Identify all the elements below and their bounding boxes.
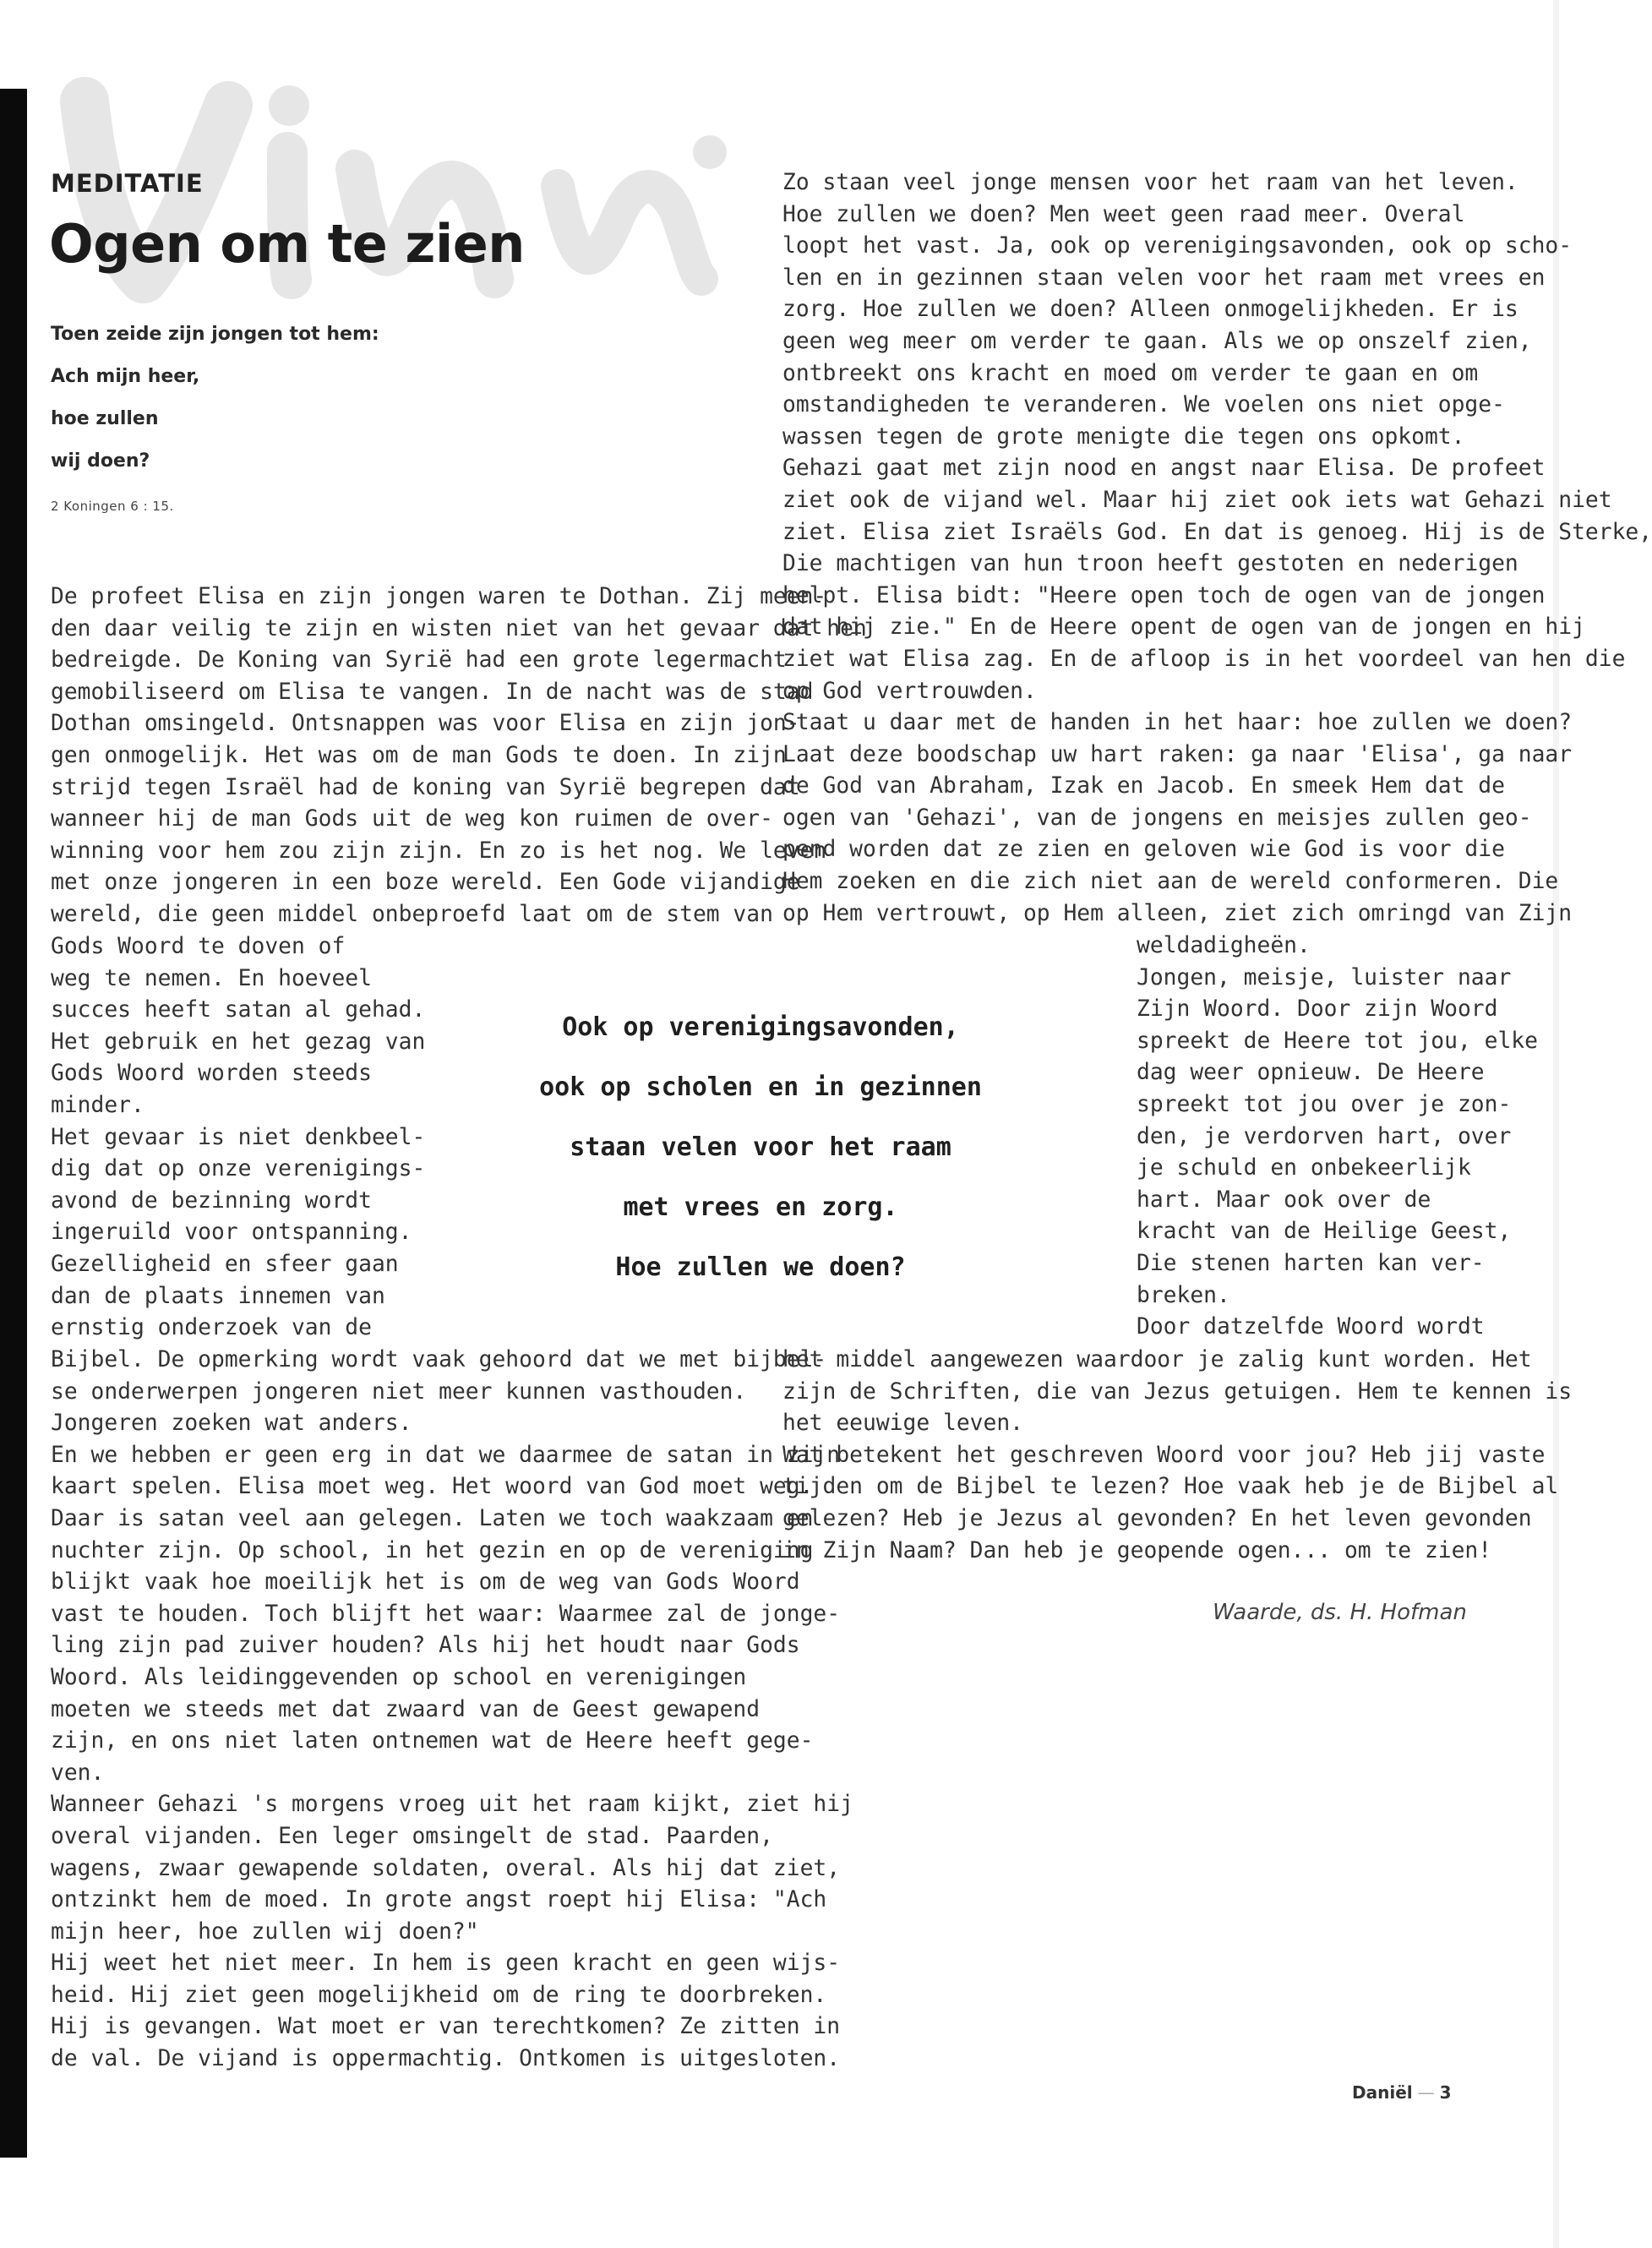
left-column-bottom-text: Bijbel. De opmerking wordt vaak gehoord dat we met bijbel- se onderwerpen jongeren niet meer kunnen vasthouden. Jongeren zoeken wat anders. En we hebben er geen erg in dat we daarmee de satan in zijn kaart spelen. Elisa moet weg. Het woord van God moet weg. Daar is satan veel aan gelegen. Laten we toch waakzaam en nuchter zijn. Op school, in het gezin en op de vereniging blijkt vaak hoe moeilijk het is om de weg van Gods Woord vast te houden. Toch blijft het waar: Waarmee zal de jonge- ling zijn pad zuiver houden? Als hij het houdt naar Gods Woord. Als leidinggevenden op school en verenigingen moeten we steeds met dat zwaard van de Geest gewapend zijn, en ons niet laten ontnemen wat de Heere heeft gege- ven. Wanneer Gehazi 's morgens vroeg uit het raam kijkt, ziet hij overal vijanden. Een leger omsingelt de stad. Paarden, wagens, zwaar gewapende soldaten, overal. Als hij dat ziet, ontzinkt hem de moed. In grote angst roept hij Elisa: "Ach mijn heer, hoe zullen wij doen?" Hij weet het niet meer. In hem is geen kracht en geen wijs- heid. Hij ziet geen mogelijkheid om de ring te doorbreken. Hij is gevangen. Wat moet er van terechtkomen? Ze zitten in de val. De vijand is oppermachtig. Ontkomen is uitgesloten. bbox=[51, 1347, 853, 2072]
pull-quote-line-2: ook op scholen en in gezinnen bbox=[539, 1072, 982, 1102]
verse-line-4: wij doen? bbox=[51, 450, 150, 472]
pull-quote-line-1: Ook op verenigingsavonden, bbox=[562, 1012, 959, 1042]
section-label: MEDITATIE bbox=[51, 169, 204, 198]
magazine-name: Daniël bbox=[1352, 2082, 1413, 2103]
right-column-bottom-text: het middel aangewezen waardoor je zalig kunt worden. Het zijn de Schriften, die van Jezus getuigen. Hem te kennen is het eeuwige leven. Wat betekent het geschreven Woord voor jou? Heb jij vaste tijden om de Bijbel te lezen? Hoe vaak heb je de Bijbel al gelezen? Heb je Jezus al gevonden? En het leven gevonden in Zijn Naam? Dan heb je geopende ogen... om te zien! bbox=[782, 1347, 1573, 1563]
left-column-narrow-text: Gods Woord te doven of weg te nemen. En hoeveel succes heeft satan al gehad. Het gebruik en het gezag van Gods Woord worden steeds minder. Het gevaar is niet denkbeel- dig dat op onze verenigings- avond de bezinning wordt ingeruild voor ontspanning. Gezelligheid en sfeer gaan dan de plaats innemen van ernstig onderzoek van de bbox=[51, 934, 426, 1341]
page-number: 3 bbox=[1439, 2082, 1452, 2103]
verse-line-2: Ach mijn heer, bbox=[51, 366, 200, 387]
right-column-narrow-text: weldadigheën. Jongen, meisje, luister naar Zijn Woord. Door zijn Woord spreekt de Heere tot jou, elke dag weer opnieuw. De Heere spreekt tot jou over je zon- den, je verdorven hart, over je schuld en onbekeerlijk hart. Maar ook over de kracht van de Heilige Geest, Die stenen harten kan ver- breken. Door datzelfde Woord wordt bbox=[1137, 933, 1538, 1340]
footer-separator: — bbox=[1417, 2082, 1435, 2103]
page-title: Ogen om te zien bbox=[49, 213, 525, 275]
pull-quote-line-3: staan velen voor het raam bbox=[570, 1132, 951, 1162]
page-footer bbox=[1352, 2082, 1452, 2103]
verse-line-1: Toen zeide zijn jongen tot hem: bbox=[51, 324, 379, 345]
scan-edge-bar bbox=[0, 89, 27, 2158]
right-column-top-text: Zo staan veel jonge mensen voor het raam van het leven. Hoe zullen we doen? Men weet geen raad meer. Overal loopt het vast. Ja, ook op verenigingsavonden, ook op scho- len en in gezinnen staan velen voor het raam met vrees en zorg. Hoe zullen we doen? Alleen onmogelijkheden. Er is geen weg meer om verder te gaan. Als we op onszelf zien, ontbreekt ons kracht en moed om verder te gaan en om omstandigheden te veranderen. We voelen ons niet opge- wassen tegen de grote menigte die tegen ons opkomt. Gehazi gaat met zijn nood en angst naar Elisa. De profeet ziet ook de vijand wel. Maar hij ziet ook iets wat Gehazi niet ziet. Elisa ziet Israëls God. En dat is genoeg. Hij is de Sterke, Die machtigen van hun troon heeft gestoten en nederigen helpt. Elisa bidt: "Heere open toch de ogen van de jongen dat hij zie." En de Heere opent de ogen van de jongen en hij ziet wat Elisa zag. En de afloop is in het voordeel van hen die op God vertrouwden. Staat u daar met de handen in het haar: hoe zullen we doen? Laat deze boodschap uw hart raken: ga naar 'Elisa', ga naar de God van Abraham, Izak en Jacob. En smeek Hem dat de ogen van 'Gehazi', van de jongens en meisjes zullen geo- pend worden dat ze zien en geloven wie God is voor die Hem zoeken en die zich niet aan de wereld conformeren. Die op Hem vertrouwt, op Hem alleen, ziet zich omringd van Zijn bbox=[782, 170, 1652, 926]
verse-reference: 2 Koningen 6 : 15. bbox=[51, 499, 174, 514]
left-column-top-text: De profeet Elisa en zijn jongen waren te Dothan. Zij meen- den daar veilig te zijn en wisten niet van het gevaar dat hen bedreigde. De Koning van Syrië had een grote legermacht gemobiliseerd om Elisa te vangen. In de nacht was de stad Dothan omsingeld. Ontsnappen was voor Elisa en zijn jon- gen onmogelijk. Het was om de man Gods te doen. In zijn strijd tegen Israël had de koning van Syrië begrepen dat wanneer hij de man Gods uit de weg kon ruimen de over- winning voor hem zou zijn zijn. En zo is het nog. We leven met onze jongeren in een boze wereld. Een Gode vijandige wereld, die geen middel onbeproefd laat om de stem van bbox=[51, 584, 867, 927]
verse-line-3: hoe zullen bbox=[51, 408, 159, 429]
pull-quote bbox=[473, 997, 1048, 1297]
pull-quote-line-4: met vrees en zorg. bbox=[623, 1192, 898, 1222]
pull-quote-line-5: Hoe zullen we doen? bbox=[615, 1252, 906, 1282]
author-signature: Waarde, ds. H. Hofman bbox=[1213, 1600, 1467, 1625]
